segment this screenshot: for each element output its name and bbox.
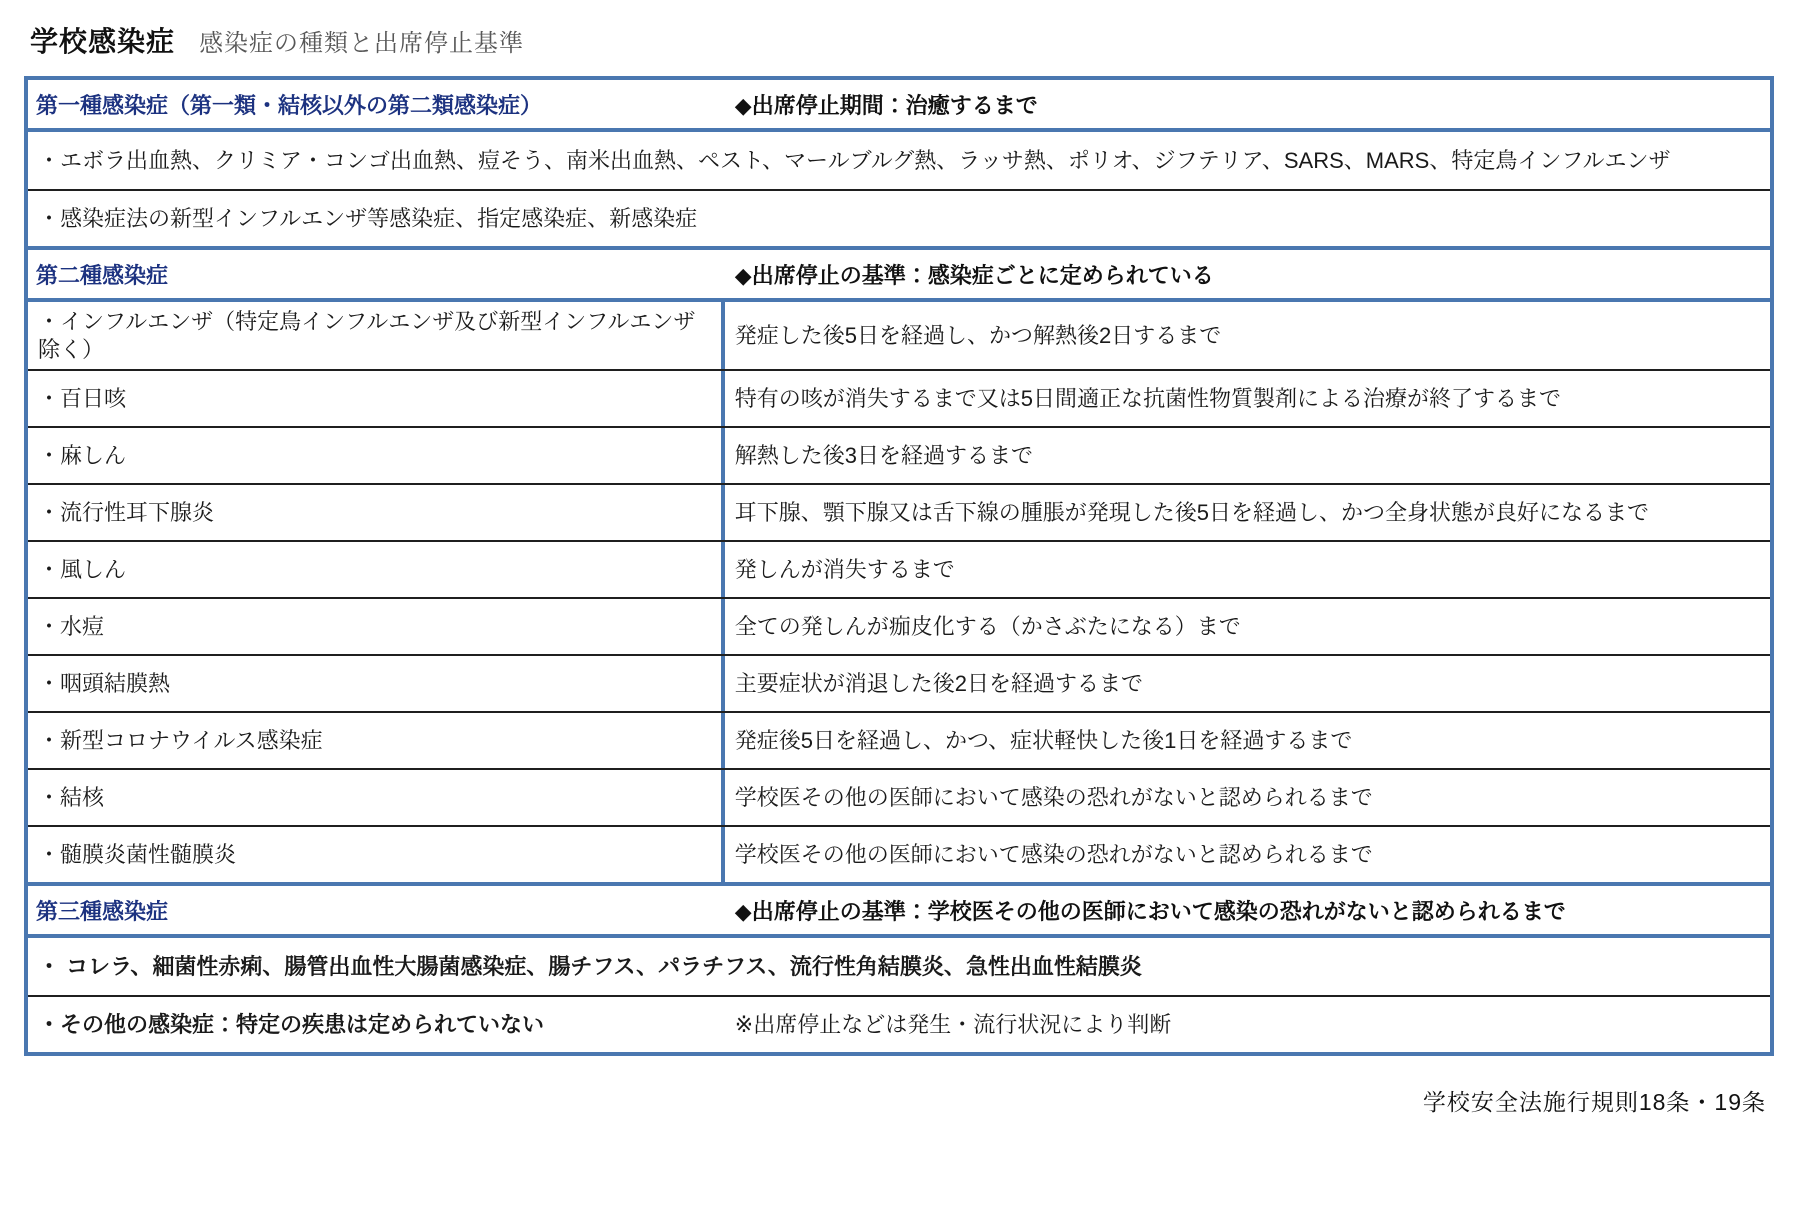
table-row <box>28 654 1770 711</box>
table-row <box>28 132 1770 189</box>
disease-name: ・風しん <box>28 542 725 597</box>
suspension-criteria: 学校医その他の医師において感染の恐れがないと認められるまで <box>734 784 1373 810</box>
disease-list: ・感染症法の新型インフルエンザ等感染症、指定感染症、新感染症 <box>38 205 698 231</box>
table-row <box>28 938 1770 995</box>
table-row <box>28 825 1770 882</box>
suspension-criteria: 学校医その他の医師において感染の恐れがないと認められるまで <box>734 841 1373 867</box>
page-title: 学校感染症 <box>30 26 176 57</box>
section-type3-header <box>28 886 1770 938</box>
section-type1 <box>28 80 1770 246</box>
section-type1-header <box>28 80 1770 132</box>
table-row <box>28 597 1770 654</box>
suspension-criteria: 発症後5日を経過し、かつ、症状軽快した後1日を経過するまで <box>734 727 1353 753</box>
other-infections-note: ※出席停止などは発生・流行状況により判断 <box>734 1011 1172 1037</box>
disease-name: ・水痘 <box>28 599 725 654</box>
table-row <box>28 995 1770 1052</box>
section-type3-criteria: ◆出席停止の基準：学校医その他の医師において感染の恐れがないと認められるまで <box>734 898 1566 924</box>
disease-list: ・エボラ出血熱、クリミア・コンゴ出血熱、痘そう、南米出血熱、ペスト、マールブルグ熱、ラッサ熱、ポリオ、ジフテリア、SARS、MARS、特定鳥インフルエンザ <box>38 147 1671 173</box>
table-row <box>28 189 1770 246</box>
disease-name: ・新型コロナウイルス感染症 <box>28 713 725 768</box>
section-type2 <box>28 246 1770 882</box>
section-type2-title: 第二種感染症 <box>36 262 169 288</box>
section-type3-title: 第三種感染症 <box>36 898 169 924</box>
section-type3 <box>28 882 1770 1052</box>
disease-name: ・麻しん <box>28 428 725 483</box>
other-infections-label: ・その他の感染症：特定の疾患は定められていない <box>38 1011 545 1037</box>
section-type1-title: 第一種感染症（第一類・結核以外の第二類感染症） <box>36 92 543 118</box>
disease-name: ・咽頭結膜熱 <box>28 656 725 711</box>
disease-name: ・百日咳 <box>28 371 725 426</box>
section-type2-header <box>28 250 1770 302</box>
section-type1-criteria: ◆出席停止期間：治癒するまで <box>734 92 1038 118</box>
table-row <box>28 540 1770 597</box>
table-row <box>28 711 1770 768</box>
disease-name: ・インフルエンザ（特定鳥インフルエンザ及び新型インフルエンザ除く） <box>28 302 725 369</box>
disease-name: ・結核 <box>28 770 725 825</box>
suspension-criteria: 発しんが消失するまで <box>734 556 955 582</box>
suspension-criteria: 主要症状が消退した後2日を経過するまで <box>734 670 1144 696</box>
suspension-criteria: 特有の咳が消失するまで又は5日間適正な抗菌性物質製剤による治療が終了するまで <box>734 385 1562 411</box>
infection-table <box>24 76 1774 1056</box>
table-row <box>28 483 1770 540</box>
page-subtitle: 感染症の種類と出席停止基準 <box>199 30 525 57</box>
suspension-criteria: 耳下腺、顎下腺又は舌下線の腫脹が発現した後5日を経過し、かつ全身状態が良好になるまで <box>734 499 1650 525</box>
table-row <box>28 369 1770 426</box>
table-row <box>28 302 1770 369</box>
suspension-criteria: 発症した後5日を経過し、かつ解熱後2日するまで <box>734 322 1222 348</box>
suspension-criteria: 全ての発しんが痂皮化する（かさぶたになる）まで <box>734 613 1241 639</box>
legal-reference: 学校安全法施行規則18条・19条 <box>1422 1089 1766 1115</box>
table-row <box>28 426 1770 483</box>
page-header <box>30 20 1774 60</box>
disease-name: ・流行性耳下腺炎 <box>28 485 725 540</box>
section-type2-criteria: ◆出席停止の基準：感染症ごとに定められている <box>734 262 1214 288</box>
suspension-criteria: 解熱した後3日を経過するまで <box>734 442 1034 468</box>
disease-list: ・ コレラ、細菌性赤痢、腸管出血性大腸菌感染症、腸チフス、パラチフス、流行性角結膜炎、急性出血性結膜炎 <box>38 953 1142 979</box>
disease-name: ・髄膜炎菌性髄膜炎 <box>28 827 725 882</box>
table-row <box>28 768 1770 825</box>
